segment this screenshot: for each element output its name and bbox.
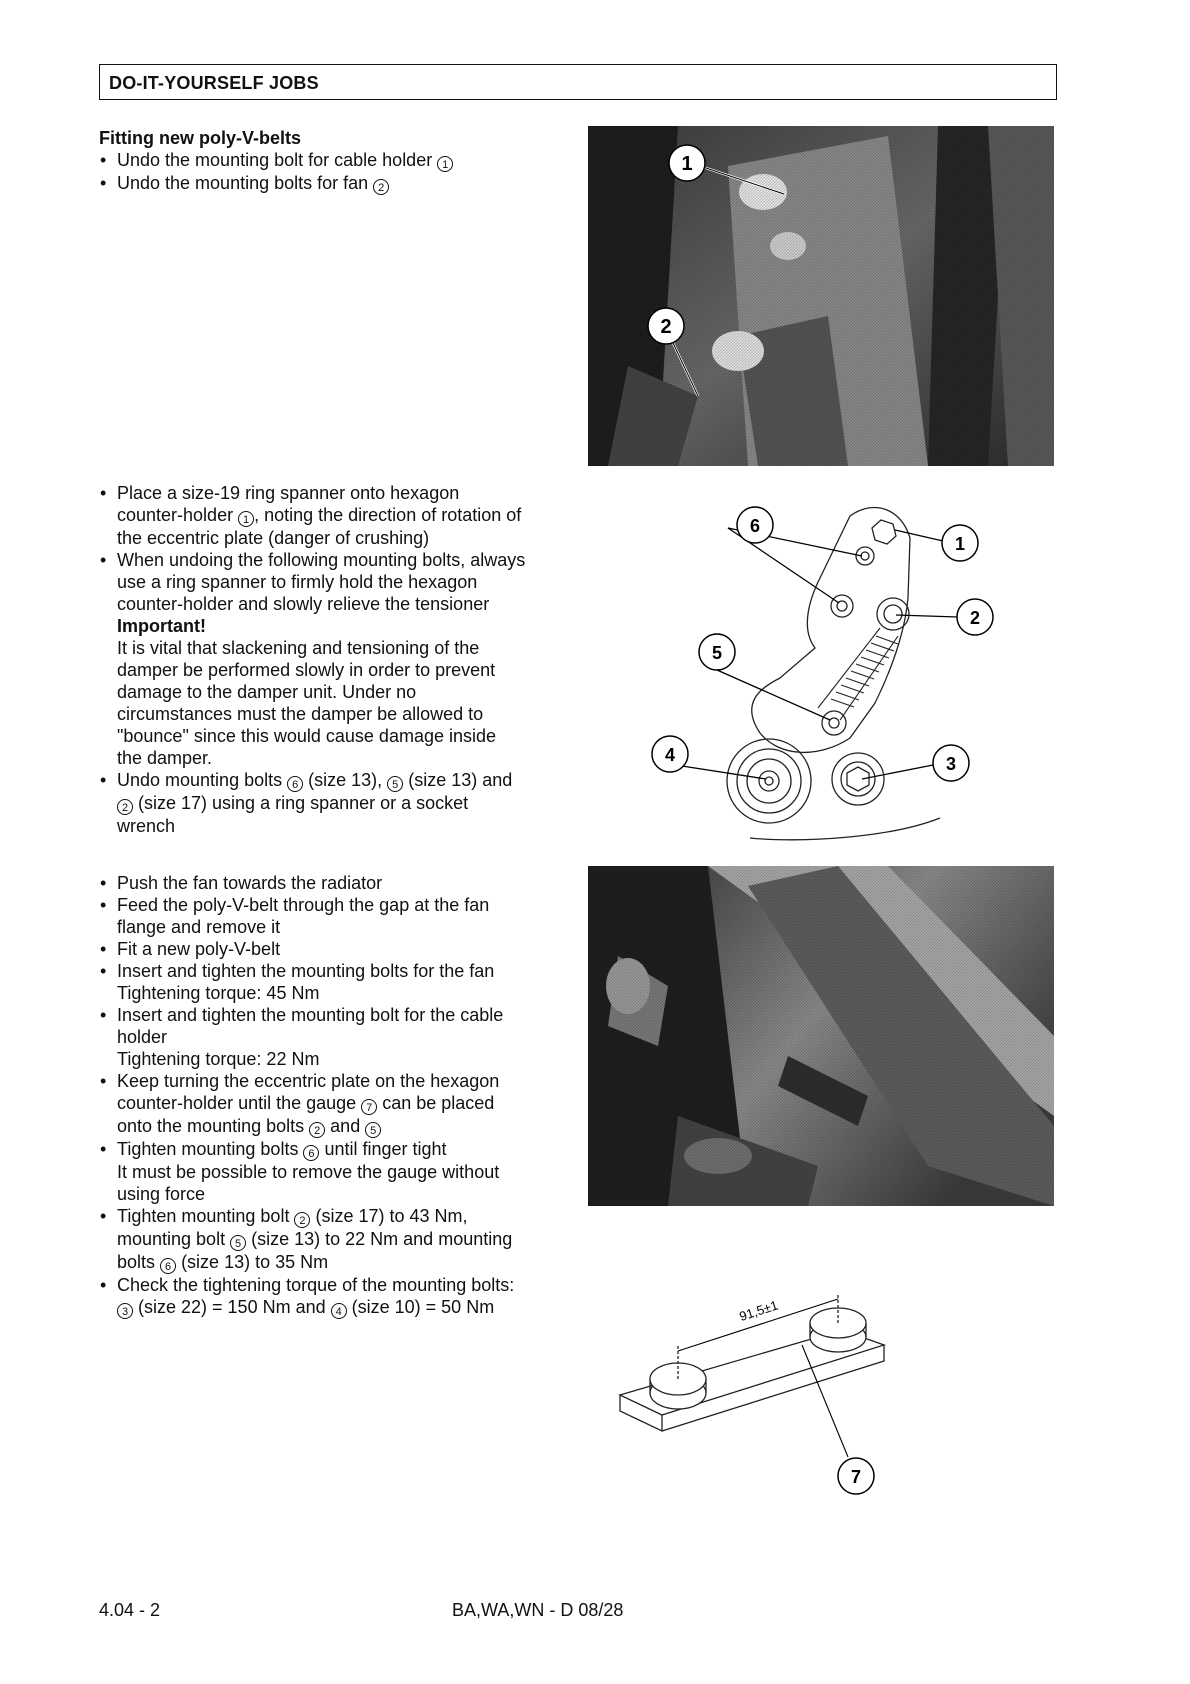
text-line: (size 13) to 22 Nm and mounting: [251, 1229, 513, 1249]
list-item: [99, 872, 579, 894]
callout-label: 2: [969, 608, 981, 628]
ref-number: 6: [303, 1145, 319, 1161]
callout-label: 1: [954, 534, 966, 554]
list-item: [99, 960, 579, 1004]
list-item: [99, 149, 579, 172]
ref-number: 5: [365, 1122, 381, 1138]
section-title: Fitting new poly-V-belts: [99, 128, 301, 148]
text-line: mounting bolt: [117, 1229, 226, 1249]
ref-number: 1: [437, 156, 453, 172]
text-line: Tightening torque: 22 Nm: [117, 1049, 320, 1069]
important-note: [99, 637, 579, 769]
list-item: [99, 938, 579, 960]
text-line: counter-holder: [117, 505, 234, 525]
text-line: circumstances must the damper be allowed to: [117, 704, 484, 724]
ref-number: 2: [117, 799, 133, 815]
text-line: (size 22) = 150 Nm and: [138, 1297, 326, 1317]
list-item: [99, 1070, 579, 1138]
section-fitting-belts: [99, 127, 579, 195]
ref-number: 2: [309, 1122, 325, 1138]
text-line: damage to the damper unit. Under no: [117, 682, 417, 702]
list-item: [99, 1205, 579, 1274]
list-item: [99, 1138, 579, 1205]
text-line: Keep turning the eccentric plate on the hexagon: [117, 1071, 500, 1091]
text-line: the eccentric plate (danger of crushing): [117, 528, 430, 548]
list-item: [99, 769, 579, 837]
list-item-text: Undo the mounting bolt for cable holder: [117, 150, 433, 170]
text-line: (size 10) = 50 Nm: [351, 1297, 495, 1317]
text-line: Tighten mounting bolt: [117, 1206, 290, 1226]
text-line: counter-holder until the gauge: [117, 1093, 357, 1113]
text-line: , noting the direction of rotation of: [254, 505, 522, 525]
gauge-diagram: [612, 1275, 912, 1510]
document-code: BA,WA,WN - D 08/28: [452, 1600, 624, 1620]
ref-number: 5: [230, 1235, 246, 1251]
list-item: [99, 1274, 579, 1319]
ref-number: 6: [287, 776, 303, 792]
text-line: (size 17) using a ring spanner or a socket: [138, 793, 469, 813]
text-line: Fit a new poly-V-belt: [117, 939, 281, 959]
callout-label: 3: [945, 754, 957, 774]
callout-label: 4: [664, 745, 676, 765]
list-item: [99, 1004, 579, 1070]
section-tensioner: [99, 482, 579, 837]
text-line: Insert and tighten the mounting bolts for the fan: [117, 961, 495, 981]
page-number: 4.04 - 2: [99, 1600, 161, 1620]
ref-number: 1: [238, 511, 254, 527]
bullet-list: [99, 872, 579, 1319]
text-line: Push the fan towards the radiator: [117, 873, 383, 893]
bullet-list: [99, 482, 579, 615]
text-line: (size 17) to 43 Nm,: [315, 1206, 468, 1226]
text-line: onto the mounting bolts: [117, 1116, 305, 1136]
text-line: Insert and tighten the mounting bolt for the cable: [117, 1005, 504, 1025]
text-line: Feed the poly-V-belt through the gap at the fan: [117, 895, 490, 915]
text-line: Tightening torque: 45 Nm: [117, 983, 320, 1003]
text-line: the damper.: [117, 748, 213, 768]
section-refit: [99, 872, 579, 1319]
list-item: [99, 172, 579, 195]
text-line: wrench: [117, 816, 176, 836]
text-line: Tighten mounting bolts: [117, 1139, 299, 1159]
header-box: [99, 64, 1057, 100]
text-line: use a ring spanner to firmly hold the hexagon: [117, 572, 478, 592]
text-line: and: [330, 1116, 361, 1136]
ref-number: 2: [294, 1212, 310, 1228]
callout-label: 7: [850, 1467, 862, 1487]
text-line: until finger tight: [324, 1139, 447, 1159]
list-item: [99, 894, 579, 938]
list-item: [99, 482, 579, 549]
text-line: Check the tightening torque of the mounting bolts:: [117, 1275, 515, 1295]
list-item: [99, 549, 579, 615]
ref-number: 4: [331, 1303, 347, 1319]
text-line: (size 13) to 35 Nm: [181, 1252, 329, 1272]
text-line: Undo mounting bolts: [117, 770, 283, 790]
ref-number: 5: [387, 776, 403, 792]
text-line: damper be performed slowly in order to prevent: [117, 660, 496, 680]
ref-number: 3: [117, 1303, 133, 1319]
list-item-text: Undo the mounting bolts for fan: [117, 173, 369, 193]
bullet-list: [99, 149, 579, 195]
text-line: (size 13) and: [408, 770, 513, 790]
text-line: It must be possible to remove the gauge without: [117, 1162, 500, 1182]
text-line: It is vital that slackening and tensioning of the: [117, 638, 480, 658]
callout-label: 1: [681, 153, 693, 175]
text-line: can be placed: [382, 1093, 495, 1113]
callout-label: 5: [711, 643, 723, 663]
ref-number: 2: [373, 179, 389, 195]
dimension-label: 91,5±1: [737, 1297, 780, 1324]
important-label: Important!: [117, 616, 206, 636]
text-line: flange and remove it: [117, 917, 281, 937]
tensioner-diagram: [640, 498, 1010, 843]
ref-number: 6: [160, 1258, 176, 1274]
text-line: holder: [117, 1027, 168, 1047]
callout-label: 2: [660, 316, 672, 338]
engine-photo-1: [588, 126, 1054, 466]
text-line: Place a size-19 ring spanner onto hexagon: [117, 483, 460, 503]
ref-number: 7: [361, 1099, 377, 1115]
text-line: counter-holder and slowly relieve the tensioner: [117, 594, 490, 614]
text-line: using force: [117, 1184, 206, 1204]
text-line: "bounce" since this would cause damage inside: [117, 726, 497, 746]
callout-label: 6: [749, 516, 761, 536]
page-title: DO-IT-YOURSELF JOBS: [109, 73, 319, 93]
bullet-list: [99, 769, 579, 837]
text-line: (size 13),: [308, 770, 383, 790]
text-line: When undoing the following mounting bolts, always: [117, 550, 526, 570]
text-line: bolts: [117, 1252, 156, 1272]
engine-photo-2: [588, 866, 1054, 1206]
